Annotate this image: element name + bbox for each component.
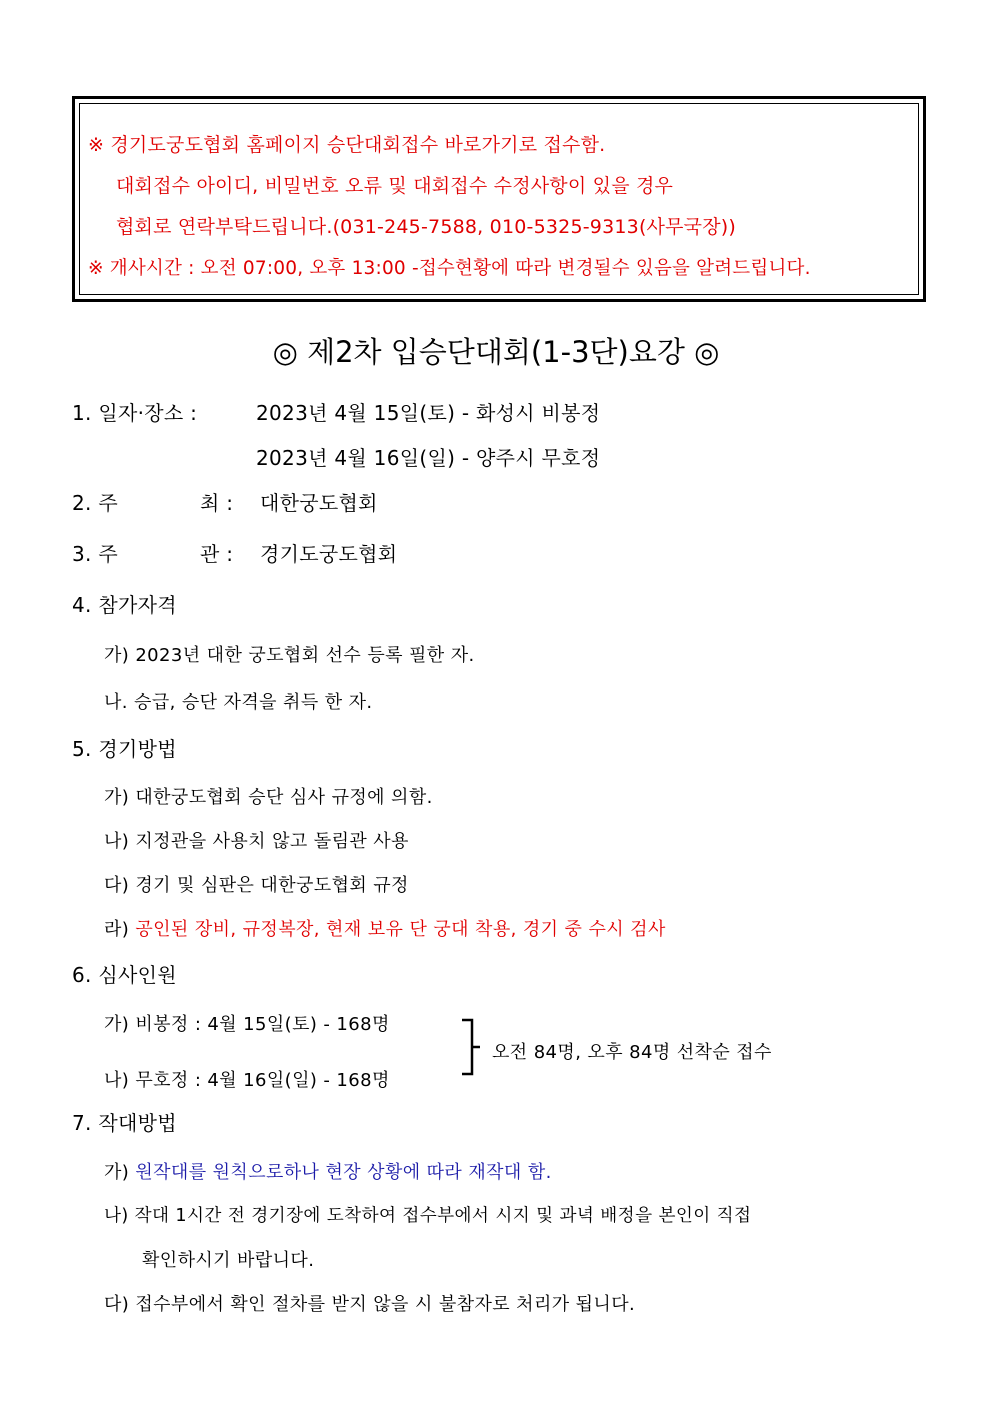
- s7-item-3: 다) 접수부에서 확인 절차를 받지 않을 시 불참자로 처리가 됩니다.: [104, 1294, 636, 1315]
- s7-item-2-cont: 확인하시기 바랍니다.: [142, 1250, 315, 1271]
- s4-label: 4. 참가자격: [72, 593, 177, 617]
- page-title: ◎ 제2차 입승단대회(1-3단)요강 ◎: [272, 335, 720, 369]
- s5-item-3: 다) 경기 및 심판은 대한궁도협회 규정: [104, 875, 409, 896]
- s2-value: 대한궁도협회: [260, 491, 378, 515]
- s7-item-2: 나) 작대 1시간 전 경기장에 도착하여 접수부에서 시지 및 과녁 배정을 본인이 직접: [104, 1206, 752, 1226]
- s2-mid: 최 :: [200, 491, 234, 515]
- s5-item-2: 나) 지정관을 사용치 않고 돌림관 사용: [104, 831, 409, 852]
- s5-label: 5. 경기방법: [72, 737, 177, 761]
- s5-item-1: 가) 대한궁도협회 승단 심사 규정에 의함.: [104, 787, 433, 808]
- s7-label: 7. 작대방법: [72, 1111, 177, 1135]
- s2-num: 2. 주: [72, 491, 118, 515]
- s5-item-4-text: 공인된 장비, 규정복장, 현재 보유 단 궁대 착용, 경기 중 수시 검사: [135, 919, 666, 940]
- s3-mid: 관 :: [200, 542, 234, 566]
- s5-item-4-prefix: 라): [104, 919, 130, 940]
- bracket-icon: [456, 1018, 488, 1080]
- s7-item-1-prefix: 가): [104, 1162, 130, 1183]
- s1-line2: 2023년 4월 16일(일) - 양주시 무호정: [256, 446, 601, 470]
- s1-line1: 2023년 4월 15일(토) - 화성시 비봉정: [256, 401, 601, 425]
- s3-value: 경기도궁도협회: [260, 542, 398, 566]
- s6-label: 6. 심사인원: [72, 963, 177, 987]
- notice-line-4: ※ 개사시간 : 오전 07:00, 오후 13:00 -접수현황에 따라 변경될수 있음을 알려드립니다.: [88, 258, 811, 279]
- s4-item-1: 가) 2023년 대한 궁도협회 선수 등록 필한 자.: [104, 645, 475, 666]
- notice-line-1: ※ 경기도궁도협회 홈페이지 승단대회접수 바로가기로 접수함.: [88, 134, 606, 156]
- s6-note: 오전 84명, 오후 84명 선착순 접수: [492, 1042, 772, 1063]
- notice-line-3: 협회로 연락부탁드립니다.(031-245-7588, 010-5325-9313(사무국장)): [116, 216, 736, 238]
- s4-item-2: 나. 승급, 승단 자격을 취득 한 자.: [104, 692, 373, 713]
- s5-item-4: [104, 915, 666, 941]
- s3-num: 3. 주: [72, 542, 118, 566]
- notice-line-2: 대회접수 아이디, 비밀번호 오류 및 대회접수 수정사항이 있을 경우: [116, 175, 674, 197]
- s7-item-1-text: 원작대를 원칙으로하나 현장 상황에 따라 재작대 함.: [135, 1162, 552, 1183]
- s7-item-1: [104, 1158, 552, 1184]
- s6-item-1: 가) 비봉정 : 4월 15일(토) - 168명: [104, 1014, 390, 1035]
- s6-item-2: 나) 무호정 : 4월 16일(일) - 168명: [104, 1070, 390, 1091]
- s1-label: 1. 일자·장소 :: [72, 401, 198, 425]
